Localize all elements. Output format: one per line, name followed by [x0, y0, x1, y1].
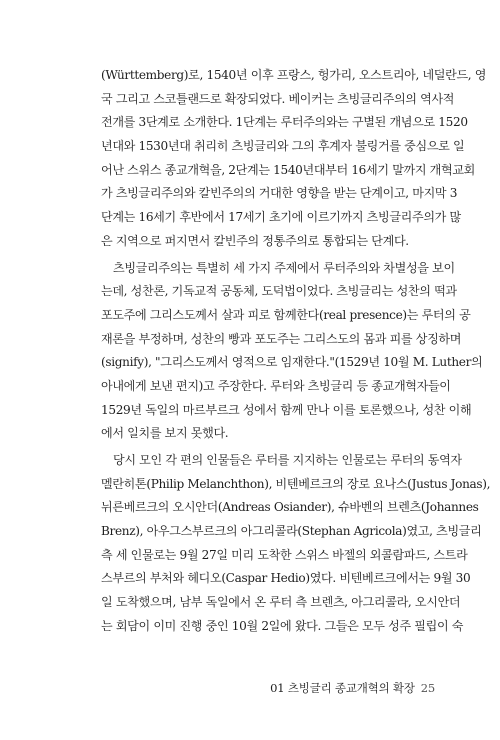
text-line: 재론을 부정하며, 성찬의 빵과 포도주는 그리스도의 몸과 피를 상징하며 — [101, 331, 462, 346]
text-line: 단계는 16세기 후반에서 17세기 초기에 이르기까지 츠빙글리주의가 많 — [101, 210, 461, 225]
page-number: 25 — [420, 681, 435, 695]
text-line: 뉘른베르크의 오시안더(Andreas Osiander), 슈바벤의 브렌츠(Johannes — [101, 500, 479, 515]
text-line: 는 회담이 이미 진행 중인 10월 2일에 왔다. 그들은 모두 성주 필립이 숙 — [101, 618, 464, 633]
text-line: 포도주에 그리스도께서 살과 피로 함께한다(real presence)는 루터의 공 — [101, 307, 471, 322]
paragraph — [101, 257, 483, 447]
body-text — [101, 64, 491, 639]
text-line: 전개를 3단계로 소개한다. 1단계는 루터주의와는 구별된 개념으로 1520 — [101, 115, 468, 130]
text-line: (Württemberg)로, 1540년 이후 프랑스, 헝가리, 오스트리아, 네덜란드, 영 — [101, 68, 487, 82]
text-line: 은 지역으로 퍼지면서 칼빈주의 정통주의로 통합되는 단계다. — [101, 233, 409, 248]
text-line: 츠빙글리주의는 특별히 세 가지 주제에서 루터주의와 차별성을 보이 — [113, 260, 455, 275]
text-line: 가 츠빙글리주의와 칼빈주의의 거대한 영향을 받는 단계이고, 마지막 3 — [101, 186, 458, 201]
text-line: 1529년 독일의 마르부르크 성에서 함께 만나 이를 토론했으나, 성찬 이해 — [101, 402, 472, 417]
text-line: 일 도착했으며, 남부 독일에서 온 루터 측 브렌츠, 아그리콜라, 오시안더 — [101, 595, 461, 610]
text-line: 어난 스위스 종교개혁을, 2단계는 1540년대부터 16세기 말까지 개혁교회 — [101, 162, 476, 177]
paragraph — [101, 449, 491, 639]
text-line: (signify), "그리스도께서 영적으로 임재한다."(1529년 10월 M. Luther의 — [101, 355, 483, 370]
text-line: 아내에게 보낸 편지)고 주장한다. 루터와 츠빙글리 등 종교개혁자들이 — [101, 378, 451, 393]
text-line: Brenz), 아우그스부르크의 아그리콜라(Stephan Agricola)였고, 츠빙글리 — [101, 524, 482, 539]
paragraph — [101, 64, 487, 254]
text-line: 에서 일치를 보지 못했다. — [101, 426, 229, 441]
text-line: 년대와 1530년대 취리히 츠빙글리와 그의 후계자 불링거를 중심으로 일 — [101, 139, 465, 154]
text-line: 는데, 성찬론, 기독교적 공동체, 도덕법이었다. 츠빙글리는 성찬의 떡과 — [101, 284, 457, 299]
running-footer — [270, 680, 435, 696]
text-line: 스부르의 부처와 헤디오(Caspar Hedio)였다. 비텐베르크에서는 9월 30 — [101, 571, 471, 586]
chapter-title: 01 츠빙글리 종교개혁의 확장 — [270, 681, 415, 695]
text-line: 당시 모인 각 편의 인물들은 루터를 지지하는 인물로는 루터의 동역자 — [113, 453, 462, 467]
text-line: 측 세 인물로는 9월 27일 미리 도착한 스위스 바젤의 외콜람파드, 스트라 — [101, 547, 468, 562]
text-line: 멜란히톤(Philip Melanchthon), 비텐베르크의 장로 요나스(Justus Jonas), — [101, 476, 491, 491]
text-line: 국 그리고 스코틀랜드로 확장되었다. 베이커는 츠빙글리주의의 역사적 — [101, 91, 455, 106]
